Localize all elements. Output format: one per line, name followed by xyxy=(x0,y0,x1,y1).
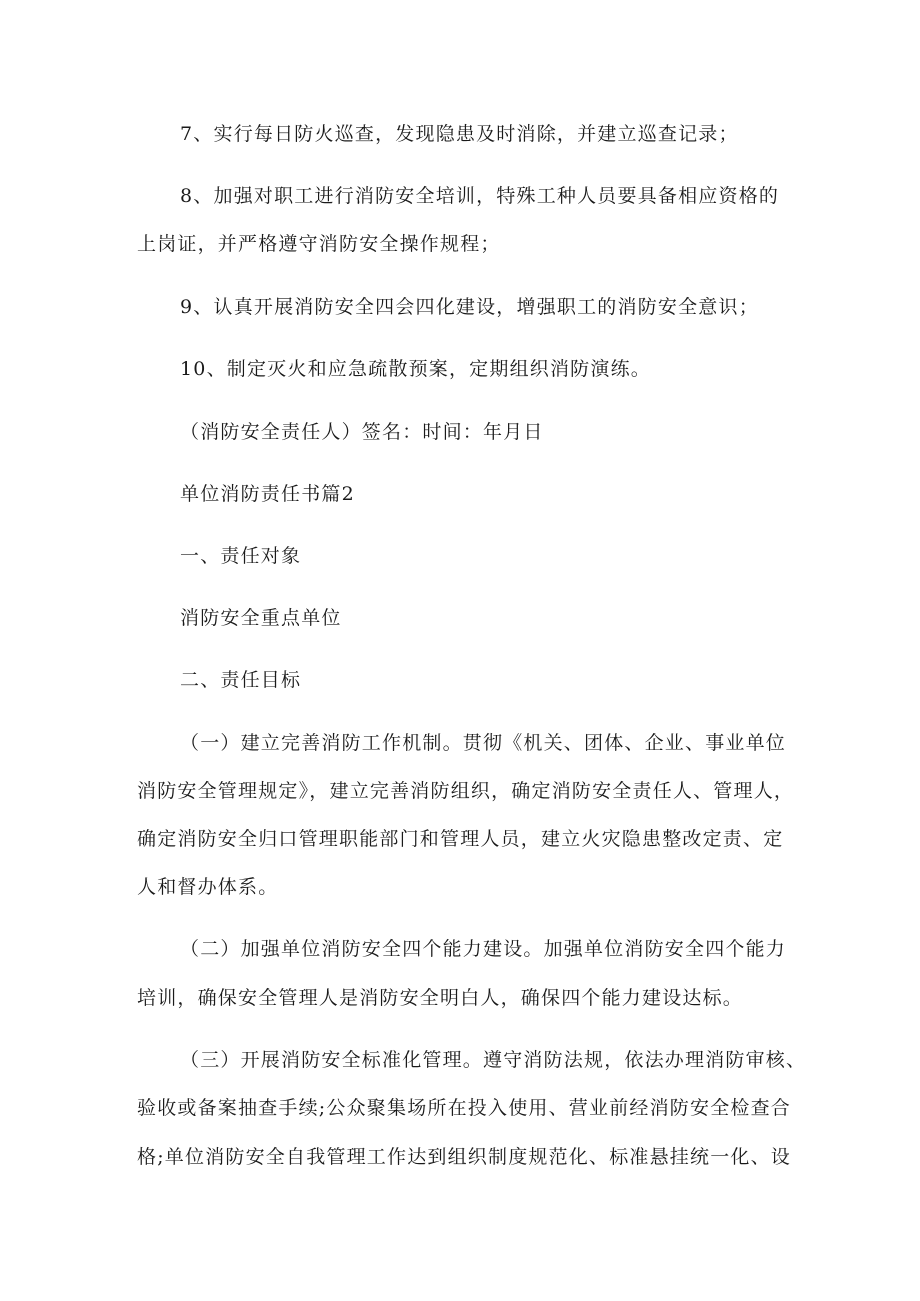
text-line: 10、制定灭火和应急疏散预案，定期组织消防演练。 xyxy=(180,358,651,380)
text-line: 格;单位消防安全自我管理工作达到组织制度规范化、标准悬挂统一化、设 xyxy=(137,1146,792,1168)
text-line: 9、认真开展消防安全四会四化建设，增强职工的消防安全意识； xyxy=(180,296,759,318)
text-line: 8、加强对职工进行消防安全培训，特殊工种人员要具备相应资格的 xyxy=(180,185,780,207)
heading-2: 二、责任目标 xyxy=(180,669,302,691)
heading-1: 一、责任对象 xyxy=(180,545,302,567)
text-line: 消防安全重点单位 xyxy=(180,607,342,629)
text-line: （三）开展消防安全标准化管理。遵守消防法规，依法办理消防审核、 xyxy=(180,1049,807,1071)
text-line: 7、实行每日防火巡查，发现隐患及时消除，并建立巡查记录； xyxy=(180,123,739,145)
text-line: 培训，确保安全管理人是消防安全明白人，确保四个能力建设达标。 xyxy=(137,987,744,1009)
text-line: 验收或备案抽查手续;公众聚集场所在投入使用、营业前经消防安全检查合 xyxy=(137,1097,792,1119)
text-line: 上岗证，并严格遵守消防安全操作规程； xyxy=(137,233,501,255)
text-line: 消防安全管理规定》，建立完善消防组织，确定消防安全责任人、管理人， xyxy=(137,780,795,802)
text-line: 人和督办体系。 xyxy=(137,876,279,898)
text-line: 确定消防安全归口管理职能部门和管理人员，建立火灾隐患整改定责、定 xyxy=(137,828,784,850)
text-line: （一）建立完善消防工作机制。贯彻《机关、团体、企业、事业单位 xyxy=(180,732,787,754)
signature-line: （消防安全责任人）签名：时间：年月日 xyxy=(180,421,544,443)
text-line: （二）加强单位消防安全四个能力建设。加强单位消防安全四个能力 xyxy=(180,938,787,960)
section-title: 单位消防责任书篇2 xyxy=(180,483,355,505)
